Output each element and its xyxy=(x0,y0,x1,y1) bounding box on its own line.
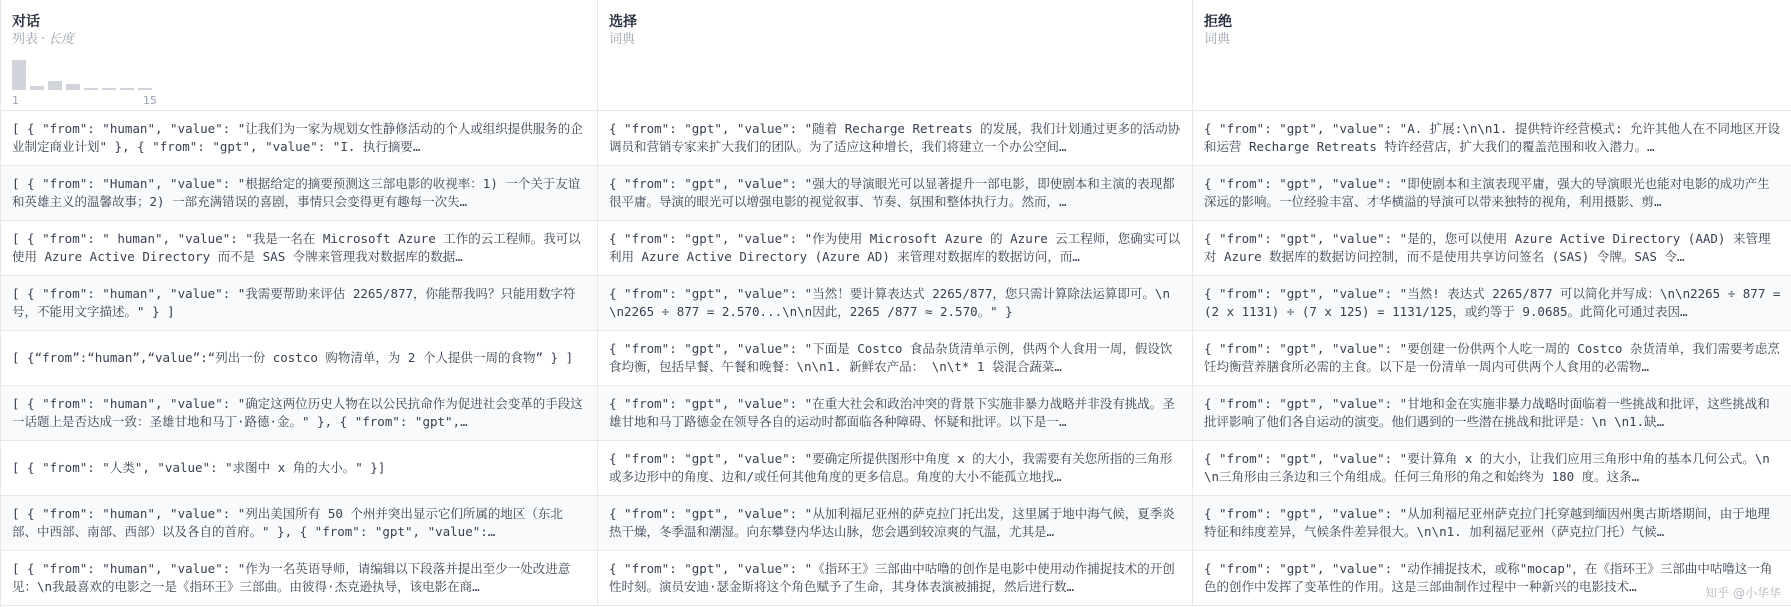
chosen-cell[interactable] xyxy=(598,166,1193,220)
cell-text: [ { "from": "Human", "value": "根据给定的摘要预测这三部电影的收视率：1) 一个关于友谊和英雄主义的温馨故事；2) 一部充满错误的喜剧，事情只会变得更有趣每一次失… xyxy=(12,176,581,209)
cell-text: [ { "from": "人类", "value": "求图中 x 角的大小。" }] xyxy=(12,460,386,475)
cell-text: { "from": "gpt", "value": "下面是 Costco 食品杂货清单示例，供两个人食用一周，假设饮食均衡，包括早餐、午餐和晚餐：\n\n1. 新鲜农产品： \n\t* 1 袋混合蔬菜… xyxy=(609,341,1173,374)
conversations-cell[interactable] xyxy=(1,166,598,220)
cell-text: { "from": "gpt", "value": "从加利福尼亚州萨克拉门托穿越到缅因州奥古斯塔期间，由于地理特征和纬度差异，气候条件差异很大。\n\n1. 加利福尼亚州（萨克拉门托）气候… xyxy=(1204,506,1770,539)
chosen-cell[interactable] xyxy=(598,221,1193,275)
conversations-cell[interactable] xyxy=(1,386,598,440)
column-header-chosen[interactable] xyxy=(598,0,1193,110)
table-row[interactable] xyxy=(1,441,1791,496)
cell-text: { "from": "gpt", "value": "在重大社会和政治冲突的背景下实施非暴力战略并非没有挑战。圣雄甘地和马丁路德金在领导各自的运动时都面临各种障碍、怀疑和批评。以下是一… xyxy=(609,396,1175,429)
histogram-bar[interactable] xyxy=(66,84,80,90)
table-row[interactable] xyxy=(1,386,1791,441)
cell-text: { "from": "gpt", "value": "A. 扩展:\n\n1. 提供特许经营模式: 允许其他人在不同地区开设和运营 Recharge Retreats 特许经营店，扩大我们的覆盖范围和收入潜力。… xyxy=(1204,121,1781,154)
conversations-cell[interactable] xyxy=(1,331,598,385)
chosen-cell[interactable] xyxy=(598,111,1193,165)
table-row[interactable] xyxy=(1,166,1791,221)
table-row[interactable] xyxy=(1,276,1791,331)
cell-text: { "from": "gpt", "value": "要计算角 x 的大小，让我们应用三角形中角的基本几何公式。\n\n三角形由三条边和三个角组成。任何三角形的角之和始终为 180 度。这条… xyxy=(1204,451,1770,484)
chosen-cell[interactable] xyxy=(598,551,1193,605)
column-header-rejected[interactable] xyxy=(1193,0,1791,110)
watermark: 知乎 @小华华 xyxy=(1705,586,1781,600)
chosen-cell[interactable] xyxy=(598,386,1193,440)
cell-text: [ { "from": " human", "value": "我是一名在 Microsoft Azure 工作的云工程师。我可以使用 Azure Active Directory 而不是 SAS 令牌来管理我对数据库的数据… xyxy=(12,231,581,264)
chosen-cell[interactable] xyxy=(598,441,1193,495)
cell-text: { "from": "gpt", "value": "要创建一份供两个人吃一周的 Costco 杂货清单，我们需要考虑烹饪均衡营养膳食所必需的主食。以下是一份清单一周内可供两个人食用的必需物… xyxy=(1204,341,1780,374)
conversations-cell[interactable] xyxy=(1,276,598,330)
cell-text: [ { "from": "human", "value": "作为一名英语导师，请编辑以下段落并提出至少一处改进意见：\n我最喜欢的电影之一是《指环王》三部曲。由彼得·杰克逊执导，该电影在商… xyxy=(12,561,571,594)
length-histogram xyxy=(12,60,162,90)
rejected-cell[interactable] xyxy=(1193,331,1791,385)
histogram-bar[interactable] xyxy=(12,60,26,90)
cell-text: { "from": "gpt", "value": "当然! 表达式 2265/877 可以简化并写成：\n\n2265 ÷ 877 = (2 x 1131) ÷ (7 x 125) = 1131/125，或约等于 9.0685。此简化可通过表因… xyxy=(1204,286,1781,319)
cell-text: [ { "from": "human", "value": "让我们为一家为规划女性静修活动的个人或组织提供服务的企业制定商业计划" }, { "from": "gpt", "value": "I. 执行摘要… xyxy=(12,121,583,154)
histogram-bar[interactable] xyxy=(84,88,98,90)
histogram-bar[interactable] xyxy=(30,86,44,90)
cell-text: [ { "from": "human", "value": "我需要帮助来评估 2265/877，你能帮我吗？只能用数字符号，不能用文字描述。" } ] xyxy=(12,286,576,319)
conversations-cell[interactable] xyxy=(1,441,598,495)
column-title: 选择 xyxy=(609,14,637,30)
column-type xyxy=(12,31,586,49)
column-type-separator: · xyxy=(41,32,46,47)
cell-text: { "from": "gpt", "value": "要确定所提供图形中角度 x 的大小，我需要有关您所指的三角形或多边形中的角度、边和/或任何其他角度的更多信息。角度的大小不能孤立地找… xyxy=(609,451,1173,484)
conversations-cell[interactable] xyxy=(1,496,598,550)
table-row[interactable] xyxy=(1,496,1791,551)
cell-text: [ { "from": "human", "value": "列出美国所有 50 个州并突出显示它们所属的地区（东北部、中西部、南部、西部）以及各自的首府。" }, { "from": "gpt", "value":… xyxy=(12,506,563,539)
table-row[interactable] xyxy=(1,551,1791,606)
cell-text: { "from": "gpt", "value": "随着 Recharge Retreats 的发展，我们计划通过更多的活动协调员和营销专家来扩大我们的团队。为了适应这种增长，我们将建立一个办公空间… xyxy=(609,121,1181,154)
cell-text: { "from": "gpt", "value": "《指环王》三部曲中咕噜的创作是电影中使用动作捕捉技术的开创性时刻。演员安迪·瑟金斯将这个角色赋予了生命，其身体表演被捕捉，然后进行数… xyxy=(609,561,1175,594)
chosen-cell[interactable] xyxy=(598,496,1193,550)
cell-text: [ { "from": "human", "value": "确定这两位历史人物在以公民抗命作为促进社会变革的手段这一话题上是否达成一致：圣雄甘地和马丁·路德·金。" }, { "from": "gpt",… xyxy=(12,396,583,429)
histogram-bar[interactable] xyxy=(48,81,62,90)
histogram-bar[interactable] xyxy=(138,88,152,90)
cell-text: { "from": "gpt", "value": "动作捕捉技术，或称"mocap"，在《指环王》三部曲中咕噜这一角色的创作中发挥了变革性的作用。这是三部曲制作过程中一种新兴的电影技术… xyxy=(1204,561,1773,594)
conversations-cell[interactable] xyxy=(1,221,598,275)
cell-text: { "from": "gpt", "value": "甘地和金在实施非暴力战略时面临着一些挑战和批评，这些挑战和批评影响了他们各自运动的演变。他们遇到的一些潜在挑战和批评是：\n \n1.缺… xyxy=(1204,396,1770,429)
column-type: 词典 xyxy=(609,32,636,47)
rejected-cell[interactable] xyxy=(1193,276,1791,330)
cell-text: { "from": "gpt", "value": "当然！要计算表达式 2265/877，您只需计算除法运算即可。\n\n2265 ÷ 877 = 2.570...\n\n因此，2265 /877 ≈ 2.570。" } xyxy=(609,286,1170,319)
table-row[interactable] xyxy=(1,331,1791,386)
rejected-cell[interactable] xyxy=(1193,386,1791,440)
conversations-cell[interactable] xyxy=(1,111,598,165)
table-row[interactable] xyxy=(1,221,1791,276)
chosen-cell[interactable] xyxy=(598,276,1193,330)
column-header-conversations[interactable] xyxy=(1,0,598,110)
cell-text: { "from": "gpt", "value": "从加利福尼亚州的萨克拉门托出发，这里属于地中海气候，夏季炎热干燥，冬季温和潮湿。向东攀登内华达山脉，您会遇到较凉爽的气温，尤其是… xyxy=(609,506,1175,539)
column-type: 词典 xyxy=(1204,32,1231,47)
column-title: 对话 xyxy=(12,14,40,30)
column-type-label: 列表 xyxy=(12,32,39,47)
cell-text: { "from": "gpt", "value": "即使剧本和主演表现平庸，强大的导演眼光也能对电影的成功产生深远的影响。一位经验丰富、才华横溢的导演可以带来独特的视角，利用摄影、剪… xyxy=(1204,176,1770,209)
histogram-bar[interactable] xyxy=(120,88,134,90)
cell-text: { "from": "gpt", "value": "作为使用 Microsoft Azure 的 Azure 云工程师，您确实可以利用 Azure Active Directory (Azure AD) 来管理对数据库的数据访问，而… xyxy=(609,231,1181,264)
conversations-cell[interactable] xyxy=(1,551,598,605)
histogram-bar[interactable] xyxy=(102,88,116,90)
table-header xyxy=(1,0,1791,111)
rejected-cell[interactable] xyxy=(1193,166,1791,220)
cell-text: { "from": "gpt", "value": "强大的导演眼光可以显著提升一部电影，即使剧本和主演的表现都很平庸。导演的眼光可以增强电影的视觉叙事、节奏、氛围和整体执行力。然而，… xyxy=(609,176,1175,209)
rejected-cell[interactable] xyxy=(1193,441,1791,495)
histogram-min-label: 1 xyxy=(12,94,19,107)
column-title: 拒绝 xyxy=(1204,14,1232,30)
column-type-detail: 长度 xyxy=(48,32,75,47)
chosen-cell[interactable] xyxy=(598,331,1193,385)
rejected-cell[interactable] xyxy=(1193,551,1791,605)
rejected-cell[interactable] xyxy=(1193,111,1791,165)
histogram-max-label: 15 xyxy=(143,94,157,107)
table-row[interactable] xyxy=(1,111,1791,166)
rejected-cell[interactable] xyxy=(1193,221,1791,275)
cell-text: { "from": "gpt", "value": "是的，您可以使用 Azure Active Directory (AAD) 来管理对 Azure 数据库的数据访问控制，而不是使用共享访问签名 (SAS) 令牌。SAS 令… xyxy=(1204,231,1771,264)
cell-text: [ {“from”:“human”,“value”:“列出一份 costco 购物清单，为 2 个人提供一周的食物” } ] xyxy=(12,350,574,365)
rejected-cell[interactable] xyxy=(1193,496,1791,550)
